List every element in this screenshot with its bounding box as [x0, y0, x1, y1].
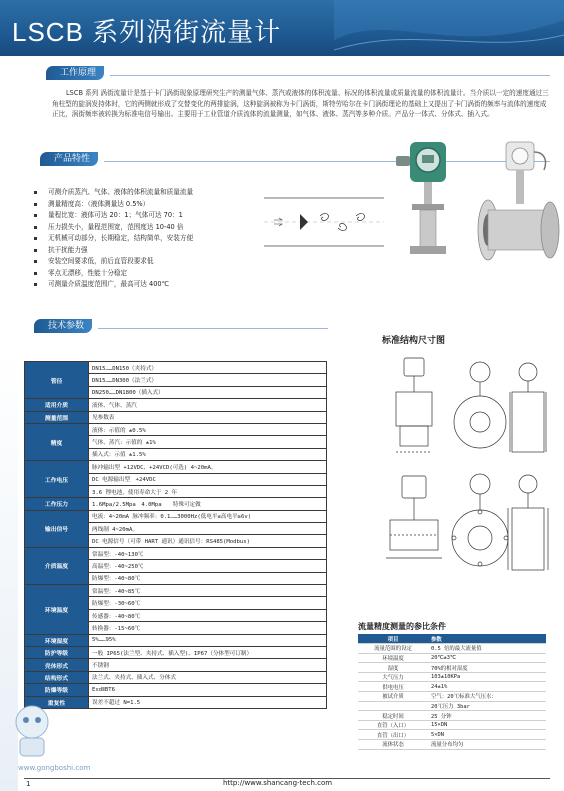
- spec-label: 环境湿度: [25, 634, 89, 646]
- condition-key: 大气压力: [358, 672, 428, 682]
- spec-value: DN250……DN1800（插入式）: [89, 386, 327, 398]
- condition-key: 稳定时间: [358, 711, 428, 721]
- page-header: [0, 0, 564, 56]
- robot-mascot-icon: [2, 698, 62, 762]
- spec-value: 防爆型：-30~60℃: [89, 597, 327, 609]
- table-row: [358, 730, 546, 740]
- spec-value: DN15……DN300（法兰式）: [89, 374, 327, 386]
- spec-label: 环境温度: [25, 585, 89, 635]
- spec-label: 管径: [25, 362, 89, 399]
- column-header: 项目: [358, 634, 428, 644]
- feature-item: 可测量介质温度范围广，最高可达 400℃: [34, 279, 254, 291]
- table-row: [358, 740, 546, 750]
- table-row: [25, 684, 327, 696]
- column-header: 参数: [428, 634, 546, 644]
- spec-value: 1.6Mpa/2.5Mpa 4.0Mpa 特殊可定做: [89, 498, 327, 510]
- table-row: [358, 711, 546, 721]
- condition-key: 直管（入口）: [358, 720, 428, 730]
- condition-key: 供电电压: [358, 682, 428, 692]
- spec-label: 壳体形式: [25, 659, 89, 671]
- condition-value: 流量分布均匀: [428, 740, 546, 750]
- spec-value: 防爆型：-40~80℃: [89, 572, 327, 584]
- watermark: [2, 698, 91, 778]
- dimensions-title: 标准结构尺寸图: [382, 336, 446, 346]
- feature-item: 压力损失小，量程范围宽，范围度达 10-40 倍: [34, 222, 254, 234]
- section-tab-principle: 工作原理: [46, 66, 104, 80]
- spec-value: 高温型：-40~250℃: [89, 560, 327, 572]
- table-row: [25, 399, 327, 411]
- condition-value: 20℃压力 3bar: [428, 701, 546, 711]
- table-row: [358, 682, 546, 692]
- footer-url-link[interactable]: http://www.shancang-tech.com: [223, 779, 333, 787]
- spec-value: 液体、气体、蒸汽: [89, 399, 327, 411]
- condition-key: 直管（出口）: [358, 730, 428, 740]
- spec-label: 输出信号: [25, 510, 89, 547]
- spec-label: 结构形式: [25, 671, 89, 683]
- feature-list: [34, 187, 254, 291]
- feature-item: 零点无漂移，性能十分稳定: [34, 268, 254, 280]
- table-row: [25, 634, 327, 646]
- feature-item: 量程比宽：液体可达 20：1；气体可达 70：1: [34, 210, 254, 222]
- dimension-drawings: [346, 352, 554, 614]
- condition-value: 15×DN: [428, 720, 546, 730]
- spec-value: 传感器：-40~80℃: [89, 609, 327, 621]
- watermark-text: www.gongboshi.com: [18, 764, 91, 772]
- spec-value: 脉冲输出型 +12VDC、+24VCD(可选) 4~20mA。: [89, 461, 327, 473]
- spec-label: 防护等级: [25, 646, 89, 658]
- spec-value: 一般 IP65(法兰型、夹持式、插入型)、IP67（分体型可订制）: [89, 646, 327, 658]
- table-row: [25, 411, 327, 423]
- condition-key: 流量范围的设定: [358, 644, 428, 654]
- spec-value: 常温型：-40~130℃: [89, 547, 327, 559]
- spec-label: 精度: [25, 423, 89, 460]
- spec-value: 液体：示值的 ±0.5%: [89, 423, 327, 435]
- table-row: [25, 461, 327, 473]
- spec-value: 气体、蒸汽：示值的 ±1%: [89, 436, 327, 448]
- spec-label: 工作压力: [25, 498, 89, 510]
- product-image-flange-meter: [470, 138, 560, 268]
- section-tab-specs: 技术参数: [34, 319, 92, 333]
- spec-label: 测量范围: [25, 411, 89, 423]
- feature-item: 无机械可动部分，长期稳定，结构简单，安装方便: [34, 233, 254, 245]
- condition-value: 20℃±3℃: [428, 653, 546, 663]
- condition-value: 5×DN: [428, 730, 546, 740]
- section-divider: [110, 75, 550, 76]
- spec-table: [24, 361, 327, 709]
- principle-text: LSCB 系列 涡街流量计是基于卡门涡街现象原理研究生产的测量气体、蒸汽或液体的体积流量、标况的体积流量或质量流量的体积流量计。当介质以一定的速度通过三角柱型的旋涡发持体时，它的两侧就形成了交替变化的两排旋涡，这种旋涡被称为卡门涡街，斯特劳哈尔在卡门涡街理论的基础上又提出了卡门涡街的频率与流体的速度成正比，涡街频率被转换为标准电信号输出。主要用于工业管道介质流体的流量测量，如气体、液体、蒸汽等多种介质。产品分一体式、分体式、插入式。: [52, 89, 549, 119]
- table-row: [25, 510, 327, 522]
- feature-item: 可测介质蒸汽、气体、液体的体积流量和质量流量: [34, 187, 254, 199]
- table-row: [358, 701, 546, 711]
- spec-label: 防爆等级: [25, 684, 89, 696]
- condition-value: 70%的相对湿度: [428, 663, 546, 673]
- feature-item: 抗干扰能力强: [34, 245, 254, 257]
- table-row: [25, 671, 327, 683]
- header-wave-decoration: [334, 0, 564, 56]
- spec-value: 电流：4~20mA 脉冲频率：0.1……3000Hz(低电平≤高电平≥6v): [89, 510, 327, 522]
- feature-item: 测量精度高：（液体测量达 0.5%）: [34, 199, 254, 211]
- section-divider: [98, 328, 328, 329]
- condition-key: 湿度: [358, 663, 428, 673]
- spec-label: 介质温度: [25, 547, 89, 584]
- spec-value: 法兰式、夹持式、插入式、分体式: [89, 671, 327, 683]
- spec-value: 误差不超过 N=1.5: [89, 696, 327, 708]
- spec-value: 两线制 4~20mA。: [89, 523, 327, 535]
- table-row: [25, 498, 327, 510]
- product-image-integrated-meter: [392, 138, 464, 268]
- spec-value: 插入式：示值 ±1.5%: [89, 448, 327, 460]
- condition-value: 103±10KPa: [428, 672, 546, 682]
- condition-value: 0.5 倍的最大流量值: [428, 644, 546, 654]
- table-row: [358, 644, 546, 654]
- table-row: [25, 585, 327, 597]
- condition-value: 25 分钟: [428, 711, 546, 721]
- conditions-title: 流量精度测量的参比条件: [358, 622, 446, 631]
- spec-value: DC 电源信号（可带 HART 通讯）通讯信号：RS485(Modbus): [89, 535, 327, 547]
- spec-value: ExdⅡBT6: [89, 684, 327, 696]
- spec-value: DC 电源输出型 +24VDC: [89, 473, 327, 485]
- table-header-row: [358, 634, 546, 644]
- condition-key: 流体状态: [358, 740, 428, 750]
- spec-value: 转换器：-15~60℃: [89, 622, 327, 634]
- table-row: [25, 659, 327, 671]
- spec-label: 工作电压: [25, 461, 89, 498]
- vortex-diagram: [262, 186, 386, 258]
- spec-label: 重复性: [25, 696, 89, 708]
- feature-item: 安装空间要求低，前后直管段要求低: [34, 256, 254, 268]
- page-number: 1: [26, 780, 31, 788]
- condition-value: 空气：20℃标准大气压水：: [428, 692, 546, 702]
- table-row: [25, 362, 327, 374]
- table-row: [358, 653, 546, 663]
- table-row: [358, 720, 546, 730]
- condition-key: [358, 701, 428, 711]
- table-row: [25, 547, 327, 559]
- page-footer: [0, 774, 564, 791]
- spec-value: 见参数表: [89, 411, 327, 423]
- condition-key: 被试介质: [358, 692, 428, 702]
- table-row: [25, 646, 327, 658]
- spec-value: DN15……DN150（夹持式）: [89, 362, 327, 374]
- condition-value: 24±1%: [428, 682, 546, 692]
- section-tab-features: 产品特性: [40, 152, 98, 166]
- spec-value: 不锈钢: [89, 659, 327, 671]
- page-title: LSCB 系列涡街流量计: [12, 17, 282, 47]
- table-row: [25, 423, 327, 435]
- table-row: [358, 692, 546, 702]
- condition-key: 环境温度: [358, 653, 428, 663]
- spec-value: 常温型：-40~85℃: [89, 585, 327, 597]
- spec-label: 适用介质: [25, 399, 89, 411]
- table-row: [358, 663, 546, 673]
- spec-value: 5%……95%: [89, 634, 327, 646]
- table-row: [358, 672, 546, 682]
- spec-value: 3.6 锂电池，使用寿命大于 2 年: [89, 485, 327, 497]
- conditions-table: [358, 634, 546, 750]
